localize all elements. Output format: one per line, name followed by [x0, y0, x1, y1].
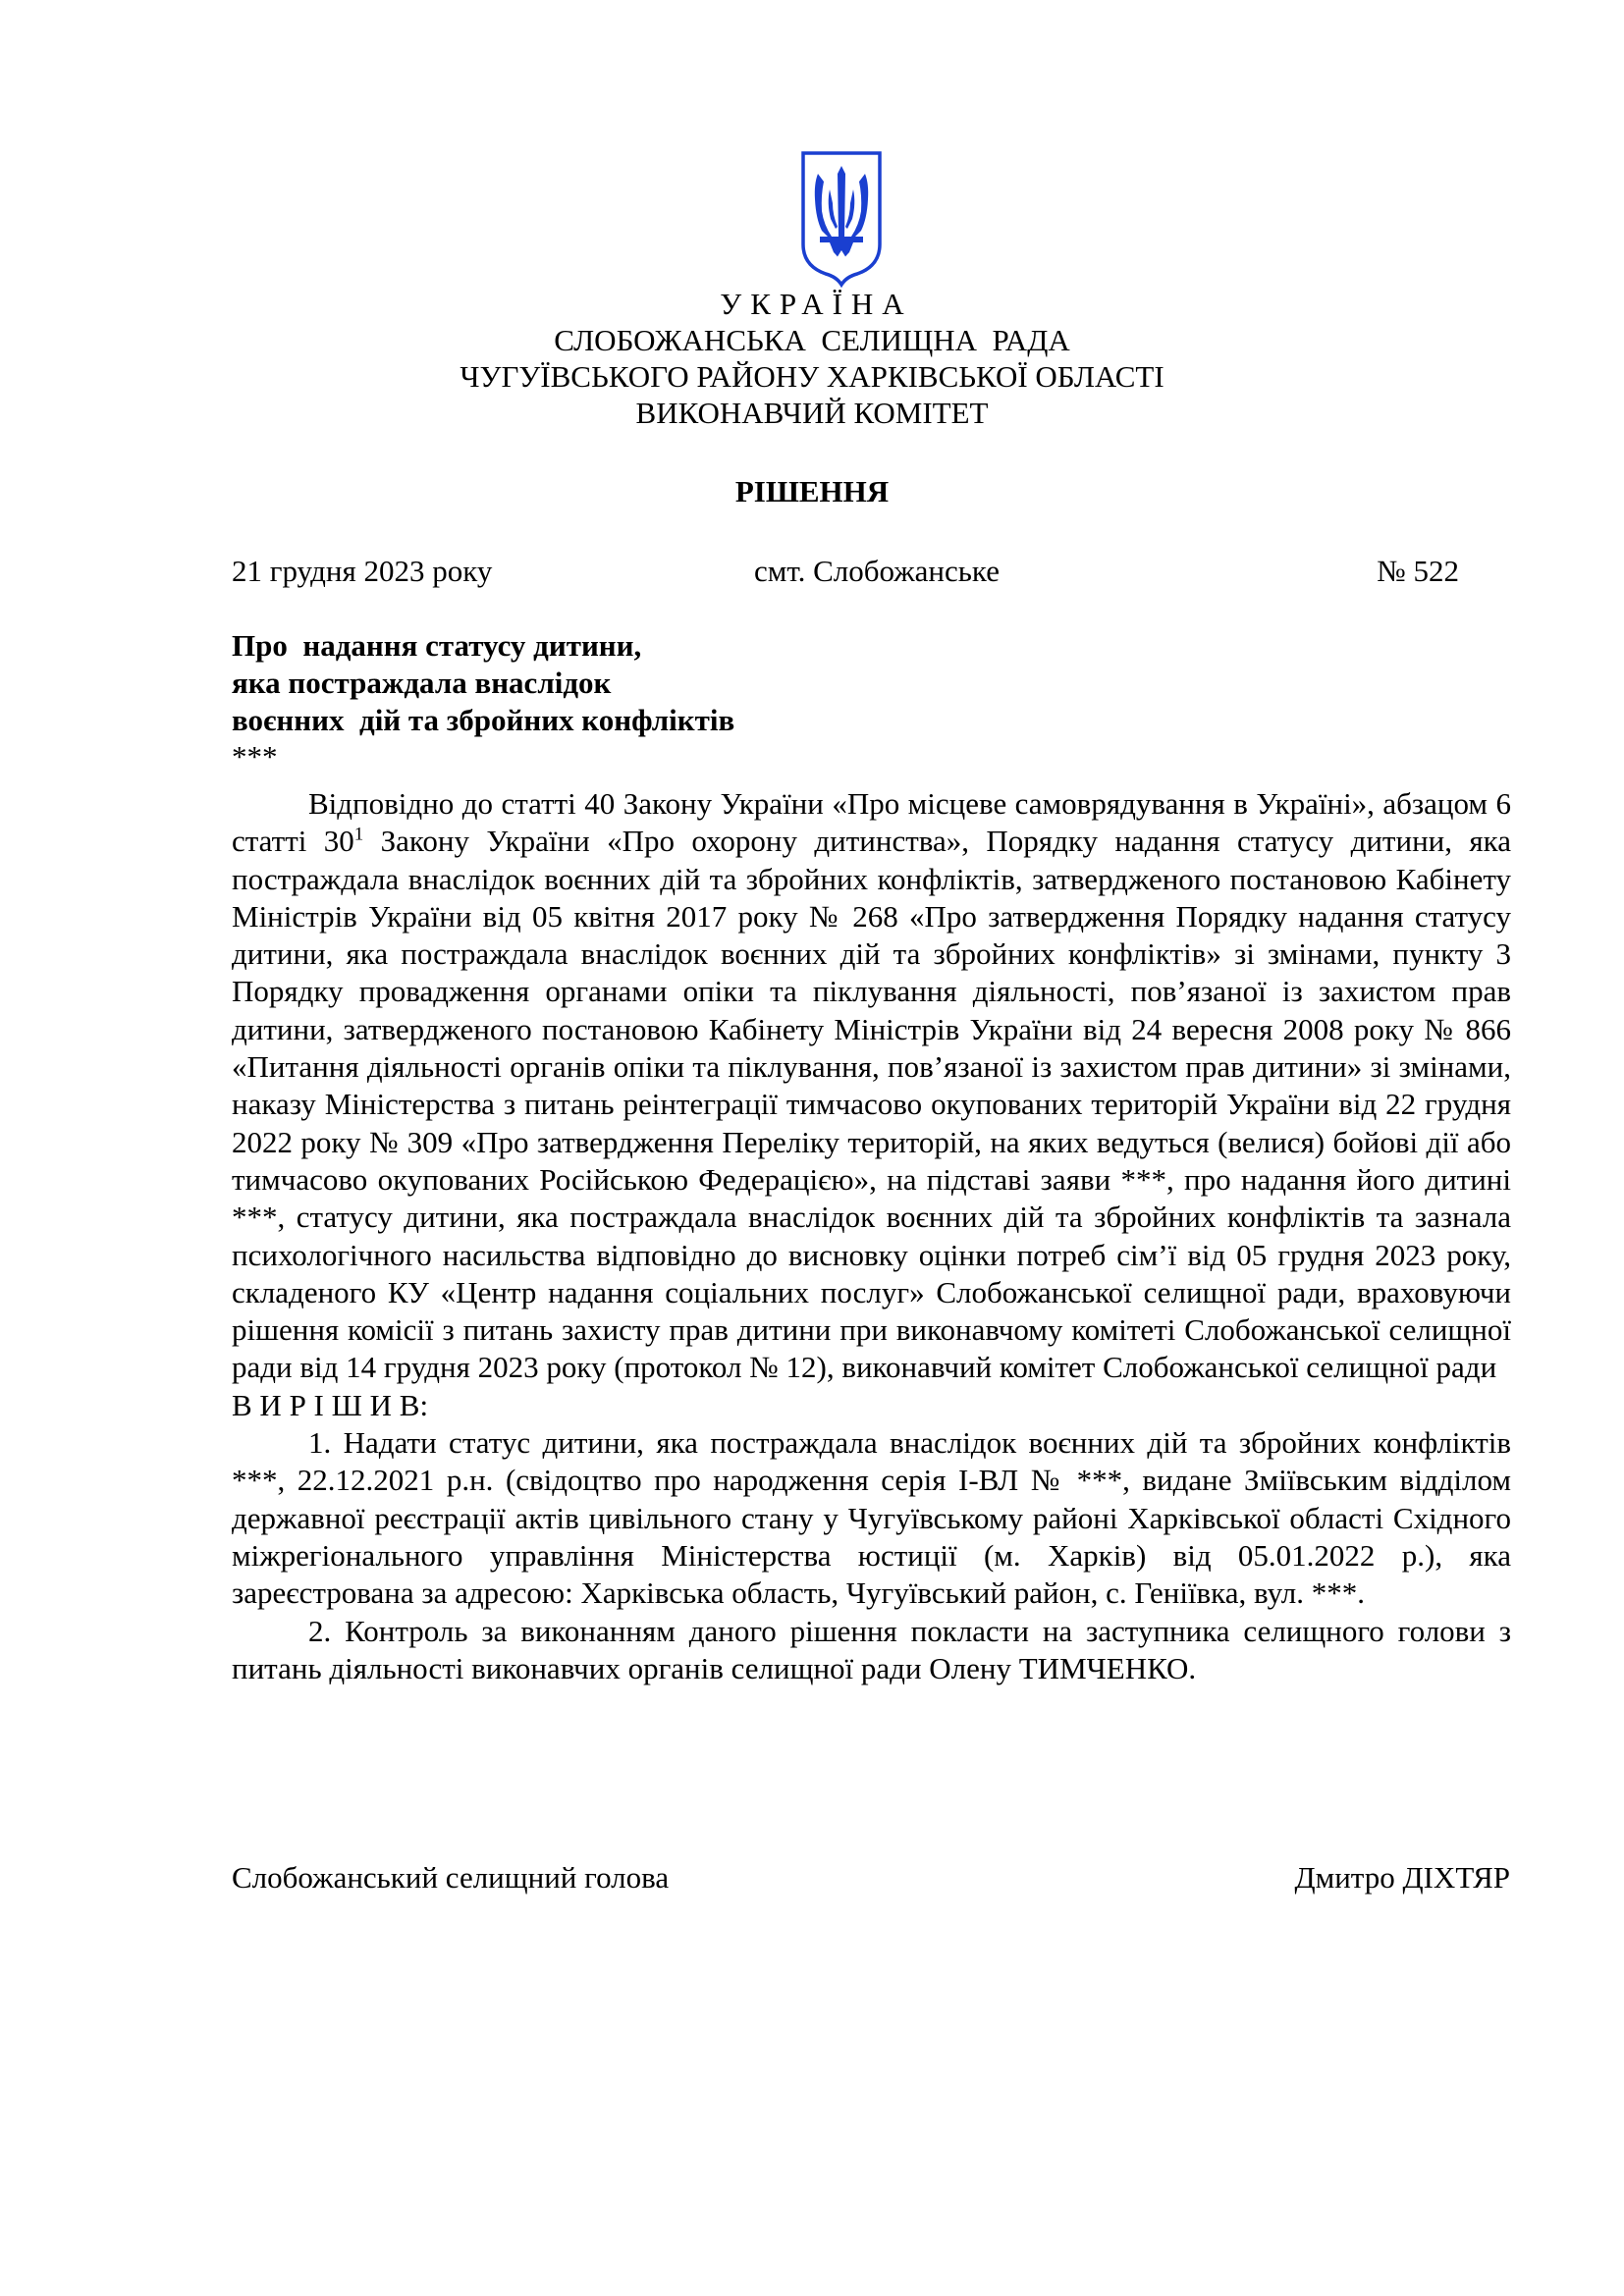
coat-of-arms-trident-icon — [800, 150, 883, 288]
document-body — [232, 785, 1511, 1687]
signature-block — [232, 1859, 1510, 1896]
council-name: СЛОБОЖАНСЬКА СЕЛИЩНА РАДА — [554, 323, 1070, 357]
document-subject — [232, 627, 734, 739]
committee-name: ВИКОНАВЧИЙ КОМІТЕТ — [635, 396, 989, 430]
preamble-paragraph — [232, 785, 1511, 1387]
subject-line: Про надання статусу дитини, — [232, 628, 642, 663]
article-superscript: 1 — [353, 824, 364, 845]
preamble-start: Відповідно до статті 40 Закону України «Про місцеве самоврядування в Україні», абзацом 6 статті 30 — [232, 786, 1511, 859]
country-name: УКРАЇНА — [720, 287, 913, 321]
document-place: смт. Слобожанське — [754, 554, 1000, 588]
subject-line: яка постраждала внаслідок — [232, 666, 612, 700]
signatory-title: Слобожанський селищний голова — [232, 1860, 670, 1895]
subject-line: воєнних дій та збройних конфліктів — [232, 703, 735, 737]
decision-item-2: 2. Контроль за виконанням даного рішення покласти на заступника селищного голови з питань діяльності виконавчих органів селищної ради Олену ТИМЧЕНКО. — [232, 1613, 1511, 1685]
preamble-rest: Закону України «Про охорону дитинства», Порядку надання статусу дитини, яка постраждала внаслідок воєнних дій та збройних конфліктів, затвердженого постановою Кабінету Міністрів України від 05 квітня 2017 року № 268 «Про затвердження Порядку надання статусу дитини, яка постраждала внаслідок воєнних дій та збройних конфліктів» зі змінами, пункту 3 Порядку провадження органами опіки та піклування діяльності, пов’язаної із захистом прав дитини, затвердженого постановою Кабінету Міністрів України від 24 вересня 2008 року № 866 «Питання діяльності органів опіки та піклування, пов’язаної із захистом прав дитини» зі змінами, наказу Міністерства з питань реінтеграції тимчасово окупованих територій України від 22 грудня 2022 року № 309 «Про затвердження Переліку територій, на яких ведуться (велися) бойові дії або тимчасово окупованих Російською Федерацією», на підставі заяви ***, про надання його дитині ***, статусу дитини, яка постраждала внаслідок воєнних дій та збройних конфліктів та зазнала психологічного насильства відповідно до висновку оцінки потреб сім’ї від 05 грудня 2023 року, складеного КУ «Центр надання соціальних послуг» Слобожанської селищної ради, враховуючи рішення комісії з питань захисту прав дитини при виконавчому комітеті Слобожанської селищної ради від 14 грудня 2023 року (протокол № 12), виконавчий комітет Слобожанської селищної ради — [232, 824, 1511, 1385]
document-date: 21 грудня 2023 року — [232, 554, 493, 588]
decided-heading: В И Р І Ш И В: — [232, 1387, 429, 1422]
document-type-title: РІШЕННЯ — [734, 474, 890, 508]
document-meta-row — [232, 553, 1459, 589]
decision-item-1: 1. Надати статус дитини, яка постраждала внаслідок воєнних дій та збройних конфліктів ***, 22.12.2021 р.н. (свідоцтво про народження серія І-ВЛ № ***, видане Зміївським відділом державної реєстрації актів цивільного стану у Чугуївському районі Харківської області Східного міжрегіонального управління Міністерства юстиції (м. Харків) від 05.01.2022 р.), яка зареєстрована за адресою: Харківська область, Чугуївський район, с. Геніївка, вул. ***. — [232, 1425, 1511, 1611]
document-number: № 522 — [1377, 554, 1459, 588]
redaction-stars: *** — [232, 739, 278, 774]
document-header — [0, 286, 1624, 431]
signatory-name: Дмитро ДІХТЯР — [1294, 1860, 1510, 1895]
district-name: ЧУГУЇВСЬКОГО РАЙОНУ ХАРКІВСЬКОЇ ОБЛАСТІ — [460, 359, 1164, 394]
